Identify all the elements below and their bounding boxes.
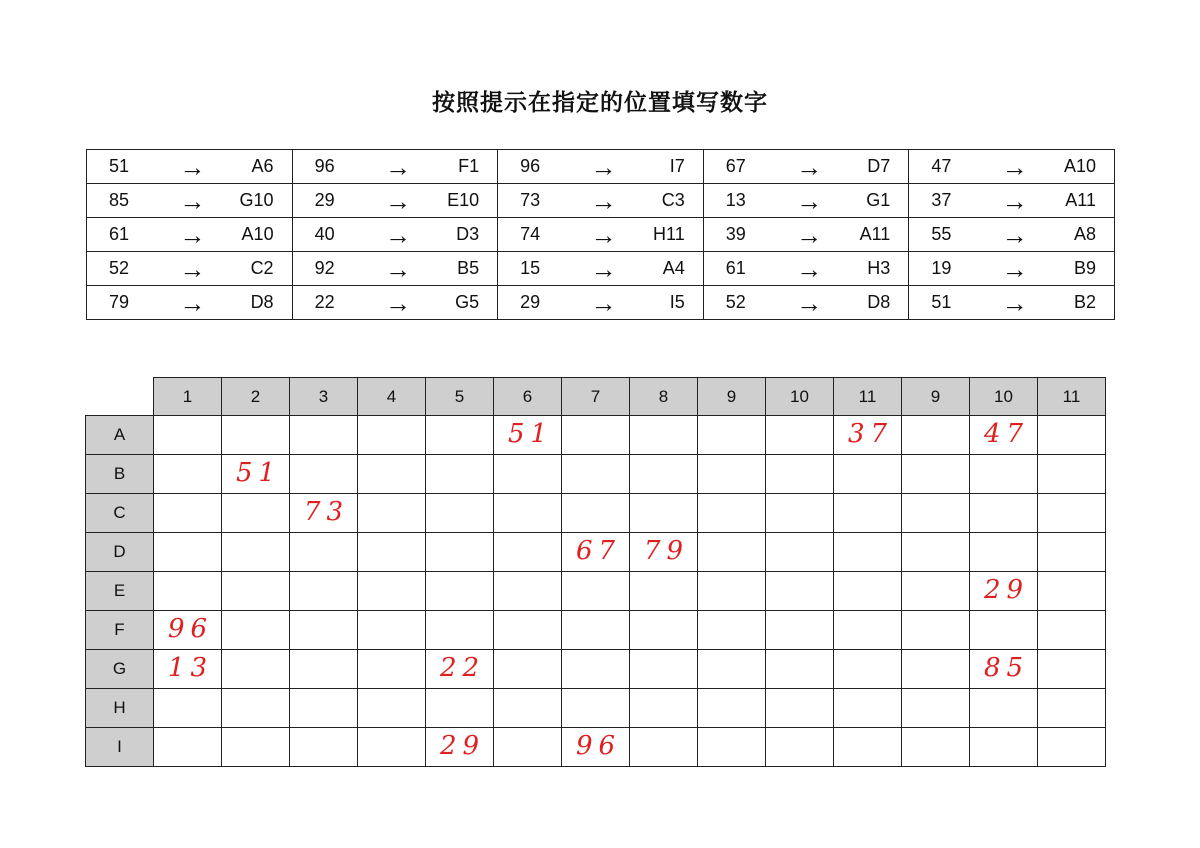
grid-cell[interactable] <box>1038 650 1106 689</box>
grid-cell[interactable] <box>154 494 222 533</box>
grid-cell[interactable] <box>970 689 1038 728</box>
grid-row <box>86 728 1106 767</box>
instruction-target-cell: C3 <box>635 184 703 218</box>
instruction-number: 40 <box>292 218 366 252</box>
grid-cell[interactable] <box>358 494 426 533</box>
grid-row <box>86 494 1106 533</box>
instruction-number: 55 <box>909 218 983 252</box>
grid-cell[interactable] <box>222 650 290 689</box>
grid-cell[interactable] <box>970 455 1038 494</box>
arrow-icon: → <box>572 184 635 218</box>
instruction-number: 19 <box>909 252 983 286</box>
instruction-number: 92 <box>292 252 366 286</box>
instruction-target-cell: B2 <box>1046 286 1114 320</box>
grid-cell[interactable] <box>222 455 290 494</box>
arrow-icon: → <box>366 218 429 252</box>
column-header: 11 <box>1038 378 1106 416</box>
column-header: 3 <box>290 378 358 416</box>
row-header: G <box>86 650 154 689</box>
grid-cell[interactable] <box>154 533 222 572</box>
grid-row <box>86 689 1106 728</box>
grid-cell[interactable] <box>970 416 1038 455</box>
instruction-table <box>86 149 1115 320</box>
grid-cell[interactable] <box>358 416 426 455</box>
grid-cell[interactable] <box>630 572 698 611</box>
grid-cell[interactable] <box>698 416 766 455</box>
grid-cell[interactable] <box>426 572 494 611</box>
column-header: 4 <box>358 378 426 416</box>
instruction-number: 96 <box>498 150 572 184</box>
grid-cell[interactable] <box>766 533 834 572</box>
instruction-number: 39 <box>703 218 777 252</box>
grid-cell[interactable] <box>1038 572 1106 611</box>
grid-cell[interactable] <box>222 689 290 728</box>
grid-cell[interactable] <box>1038 689 1106 728</box>
column-header: 8 <box>630 378 698 416</box>
grid-cell[interactable] <box>630 689 698 728</box>
arrow-icon: → <box>777 184 840 218</box>
grid-cell[interactable] <box>290 494 358 533</box>
instruction-target-cell: E10 <box>430 184 498 218</box>
grid-cell[interactable] <box>1038 494 1106 533</box>
grid-cell[interactable] <box>834 416 902 455</box>
instruction-target-cell: I7 <box>635 150 703 184</box>
grid-cell[interactable] <box>630 494 698 533</box>
instruction-number: 73 <box>498 184 572 218</box>
row-header: I <box>86 728 154 767</box>
page-title: 按照提示在指定的位置填写数字 <box>432 90 768 116</box>
grid-cell[interactable] <box>222 494 290 533</box>
grid-row <box>86 533 1106 572</box>
grid-cell[interactable] <box>154 689 222 728</box>
grid-cell[interactable] <box>494 572 562 611</box>
instruction-number: 47 <box>909 150 983 184</box>
grid-cell[interactable] <box>1038 455 1106 494</box>
instruction-target-cell: I5 <box>635 286 703 320</box>
grid-cell[interactable] <box>154 416 222 455</box>
arrow-icon: → <box>572 218 635 252</box>
instruction-number: 13 <box>703 184 777 218</box>
column-header: 2 <box>222 378 290 416</box>
grid-cell[interactable] <box>902 416 970 455</box>
grid-cell[interactable] <box>1038 611 1106 650</box>
grid-cell[interactable] <box>834 728 902 767</box>
grid-cell[interactable] <box>494 728 562 767</box>
grid-cell[interactable] <box>358 533 426 572</box>
grid-cell[interactable] <box>290 533 358 572</box>
row-header: H <box>86 689 154 728</box>
grid-cell[interactable] <box>1038 728 1106 767</box>
grid-cell[interactable] <box>902 650 970 689</box>
handwritten-answer: 96 <box>576 731 622 761</box>
instruction-row <box>87 150 1115 184</box>
grid-cell[interactable] <box>902 611 970 650</box>
instruction-target-cell: A10 <box>224 218 292 252</box>
instruction-target-cell: A11 <box>1046 184 1114 218</box>
grid-cell[interactable] <box>630 533 698 572</box>
arrow-icon: → <box>777 286 840 320</box>
grid-cell[interactable] <box>222 728 290 767</box>
arrow-icon: → <box>161 218 224 252</box>
handwritten-answer: 13 <box>168 653 214 683</box>
handwritten-answer: 67 <box>576 536 622 566</box>
grid-cell[interactable] <box>426 611 494 650</box>
instruction-target-cell: G10 <box>224 184 292 218</box>
grid-cell[interactable] <box>834 572 902 611</box>
grid-cell[interactable] <box>358 689 426 728</box>
grid-cell[interactable] <box>766 728 834 767</box>
instruction-number: 52 <box>703 286 777 320</box>
grid-cell[interactable] <box>1038 533 1106 572</box>
grid-cell[interactable] <box>494 494 562 533</box>
grid-cell[interactable] <box>562 533 630 572</box>
grid-cell[interactable] <box>834 494 902 533</box>
instruction-number: 67 <box>703 150 777 184</box>
grid-cell[interactable] <box>154 611 222 650</box>
column-header: 7 <box>562 378 630 416</box>
column-header: 6 <box>494 378 562 416</box>
grid-cell[interactable] <box>290 611 358 650</box>
instruction-number: 29 <box>292 184 366 218</box>
grid-cell[interactable] <box>766 494 834 533</box>
instruction-row <box>87 286 1115 320</box>
grid-cell[interactable] <box>1038 416 1106 455</box>
column-header: 10 <box>970 378 1038 416</box>
grid-cell[interactable] <box>902 494 970 533</box>
instruction-number: 37 <box>909 184 983 218</box>
grid-cell[interactable] <box>630 650 698 689</box>
arrow-icon: → <box>366 184 429 218</box>
row-header: F <box>86 611 154 650</box>
instruction-number: 79 <box>87 286 161 320</box>
instruction-target-cell: H11 <box>635 218 703 252</box>
grid-cell[interactable] <box>494 455 562 494</box>
grid-cell[interactable] <box>902 533 970 572</box>
instruction-target-cell: A10 <box>1046 150 1114 184</box>
instruction-row <box>87 252 1115 286</box>
grid-cell[interactable] <box>834 689 902 728</box>
column-header: 11 <box>834 378 902 416</box>
grid-cell[interactable] <box>834 611 902 650</box>
arrow-icon: → <box>983 286 1046 320</box>
instruction-target-cell: D8 <box>841 286 909 320</box>
column-header: 5 <box>426 378 494 416</box>
grid-cell[interactable] <box>290 650 358 689</box>
grid-cell[interactable] <box>154 650 222 689</box>
grid-cell[interactable] <box>562 455 630 494</box>
grid-cell[interactable] <box>562 728 630 767</box>
grid-cell[interactable] <box>358 728 426 767</box>
arrow-icon: → <box>161 286 224 320</box>
grid-cell[interactable] <box>698 572 766 611</box>
arrow-icon: → <box>983 252 1046 286</box>
grid-corner <box>86 378 154 416</box>
instruction-target-cell: D8 <box>224 286 292 320</box>
grid-cell[interactable] <box>698 494 766 533</box>
grid-cell[interactable] <box>494 650 562 689</box>
instruction-target-cell: A6 <box>224 150 292 184</box>
grid-cell[interactable] <box>494 533 562 572</box>
handwritten-answer: 85 <box>984 653 1030 683</box>
instruction-target-cell: H3 <box>841 252 909 286</box>
arrow-icon: → <box>161 184 224 218</box>
instruction-target-cell: A11 <box>841 218 909 252</box>
grid-cell[interactable] <box>698 533 766 572</box>
instruction-number: 51 <box>87 150 161 184</box>
grid-cell[interactable] <box>902 455 970 494</box>
grid-cell[interactable] <box>698 611 766 650</box>
handwritten-answer: 79 <box>644 536 690 566</box>
grid-cell[interactable] <box>902 572 970 611</box>
handwritten-answer: 47 <box>984 419 1030 449</box>
grid-cell[interactable] <box>154 728 222 767</box>
grid-cell[interactable] <box>426 533 494 572</box>
grid-cell[interactable] <box>358 611 426 650</box>
grid-cell[interactable] <box>630 416 698 455</box>
instruction-target-cell: D3 <box>430 218 498 252</box>
arrow-icon: → <box>777 252 840 286</box>
grid-cell[interactable] <box>290 728 358 767</box>
grid-cell[interactable] <box>562 689 630 728</box>
grid-cell[interactable] <box>494 611 562 650</box>
grid-cell[interactable] <box>154 572 222 611</box>
handwritten-answer: 96 <box>168 614 214 644</box>
arrow-icon: → <box>777 218 840 252</box>
handwritten-answer: 51 <box>236 458 282 488</box>
grid-cell[interactable] <box>902 728 970 767</box>
grid-cell[interactable] <box>970 611 1038 650</box>
grid-cell[interactable] <box>358 572 426 611</box>
instruction-target-cell: C2 <box>224 252 292 286</box>
instruction-number: 22 <box>292 286 366 320</box>
arrow-icon: → <box>572 286 635 320</box>
grid-cell[interactable] <box>290 689 358 728</box>
grid-cell[interactable] <box>290 416 358 455</box>
grid-cell[interactable] <box>630 611 698 650</box>
instruction-target-cell: A4 <box>635 252 703 286</box>
grid-cell[interactable] <box>766 416 834 455</box>
grid-cell[interactable] <box>426 728 494 767</box>
answer-grid <box>85 377 1106 767</box>
instruction-target-cell: G1 <box>841 184 909 218</box>
arrow-icon: → <box>572 252 635 286</box>
grid-cell[interactable] <box>970 650 1038 689</box>
grid-cell[interactable] <box>698 689 766 728</box>
grid-cell[interactable] <box>766 455 834 494</box>
grid-cell[interactable] <box>698 455 766 494</box>
grid-cell[interactable] <box>222 416 290 455</box>
grid-cell[interactable] <box>562 494 630 533</box>
grid-cell[interactable] <box>222 611 290 650</box>
arrow-icon: → <box>983 184 1046 218</box>
row-header: C <box>86 494 154 533</box>
grid-cell[interactable] <box>834 650 902 689</box>
arrow-icon: → <box>366 150 429 184</box>
instruction-target-cell: A8 <box>1046 218 1114 252</box>
grid-cell[interactable] <box>290 572 358 611</box>
grid-cell[interactable] <box>834 533 902 572</box>
grid-cell[interactable] <box>630 728 698 767</box>
grid-cell[interactable] <box>494 689 562 728</box>
arrow-icon: → <box>366 286 429 320</box>
grid-cell[interactable] <box>766 611 834 650</box>
grid-cell[interactable] <box>426 455 494 494</box>
grid-row <box>86 455 1106 494</box>
grid-cell[interactable] <box>562 572 630 611</box>
instruction-target-cell: B5 <box>430 252 498 286</box>
instruction-target-cell: D7 <box>841 150 909 184</box>
instruction-number: 85 <box>87 184 161 218</box>
grid-cell[interactable] <box>766 689 834 728</box>
grid-cell[interactable] <box>766 572 834 611</box>
grid-cell[interactable] <box>358 650 426 689</box>
instruction-target-cell: G5 <box>430 286 498 320</box>
handwritten-answer: 51 <box>508 419 554 449</box>
arrow-icon: → <box>572 150 635 184</box>
grid-cell[interactable] <box>562 416 630 455</box>
row-header: A <box>86 416 154 455</box>
arrow-icon: → <box>983 150 1046 184</box>
grid-cell[interactable] <box>154 455 222 494</box>
grid-cell[interactable] <box>970 728 1038 767</box>
grid-cell[interactable] <box>766 650 834 689</box>
instruction-number: 51 <box>909 286 983 320</box>
instruction-target-cell: B9 <box>1046 252 1114 286</box>
grid-cell[interactable] <box>426 650 494 689</box>
column-header: 1 <box>154 378 222 416</box>
grid-cell[interactable] <box>834 455 902 494</box>
grid-cell[interactable] <box>698 728 766 767</box>
handwritten-answer: 73 <box>304 497 350 527</box>
grid-cell[interactable] <box>970 572 1038 611</box>
grid-cell[interactable] <box>970 533 1038 572</box>
grid-cell[interactable] <box>562 611 630 650</box>
row-header: E <box>86 572 154 611</box>
grid-row <box>86 572 1106 611</box>
handwritten-answer: 22 <box>440 653 486 683</box>
grid-row <box>86 611 1106 650</box>
instruction-number: 15 <box>498 252 572 286</box>
instruction-number: 96 <box>292 150 366 184</box>
handwritten-answer: 37 <box>848 419 894 449</box>
grid-cell[interactable] <box>698 650 766 689</box>
handwritten-answer: 29 <box>984 575 1030 605</box>
column-header: 9 <box>902 378 970 416</box>
instruction-number: 61 <box>87 218 161 252</box>
instruction-number: 74 <box>498 218 572 252</box>
arrow-icon: → <box>366 252 429 286</box>
instruction-number: 29 <box>498 286 572 320</box>
arrow-icon: → <box>161 252 224 286</box>
column-header: 9 <box>698 378 766 416</box>
grid-cell[interactable] <box>426 416 494 455</box>
arrow-icon: → <box>777 150 840 184</box>
grid-row <box>86 650 1106 689</box>
instruction-row <box>87 184 1115 218</box>
grid-cell[interactable] <box>222 533 290 572</box>
grid-cell[interactable] <box>970 494 1038 533</box>
arrow-icon: → <box>983 218 1046 252</box>
column-header: 10 <box>766 378 834 416</box>
grid-cell[interactable] <box>902 689 970 728</box>
grid-cell[interactable] <box>630 455 698 494</box>
handwritten-answer: 29 <box>440 731 486 761</box>
grid-cell[interactable] <box>290 455 358 494</box>
row-header: D <box>86 533 154 572</box>
grid-cell[interactable] <box>358 455 426 494</box>
row-header: B <box>86 455 154 494</box>
grid-cell[interactable] <box>222 572 290 611</box>
grid-cell[interactable] <box>426 689 494 728</box>
grid-cell[interactable] <box>494 416 562 455</box>
instruction-row <box>87 218 1115 252</box>
instruction-number: 52 <box>87 252 161 286</box>
grid-cell[interactable] <box>426 494 494 533</box>
grid-cell[interactable] <box>562 650 630 689</box>
instruction-target-cell: F1 <box>430 150 498 184</box>
grid-row <box>86 416 1106 455</box>
arrow-icon: → <box>161 150 224 184</box>
instruction-number: 61 <box>703 252 777 286</box>
